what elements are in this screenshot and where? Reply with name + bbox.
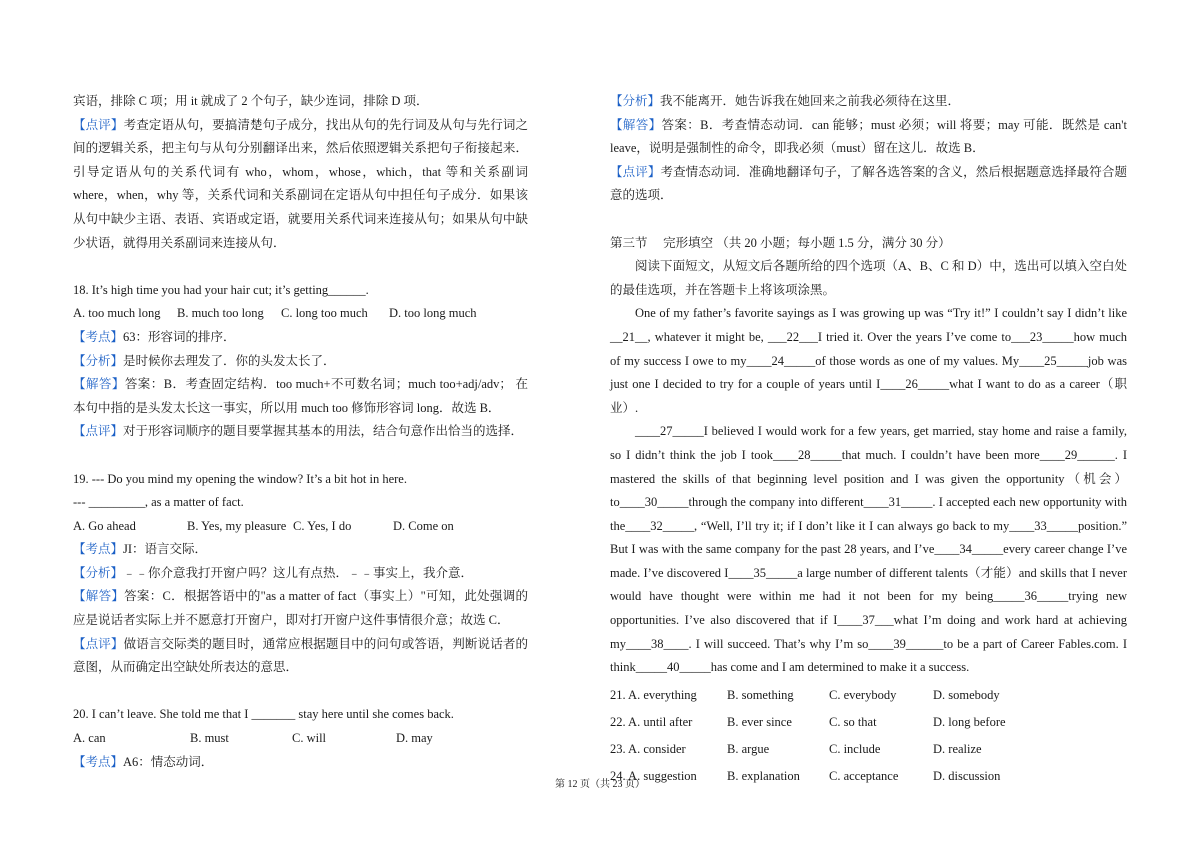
fenxi-text: ﹣﹣你介意我打开窗户吗？这儿有点热．﹣﹣事实上，我介意． bbox=[123, 565, 474, 580]
fenxi-text: 我不能离开．她告诉我在她回来之前我必须待在这里． bbox=[660, 94, 961, 108]
kaodian-tag: 【考点】 bbox=[73, 542, 124, 557]
q18-dianping bbox=[73, 420, 528, 444]
fenxi-tag: 【分析】 bbox=[73, 565, 124, 580]
choice-row-21 bbox=[610, 682, 1127, 709]
jieda-text: 答案：B．考查固定结构．too much+不可数名词；much too+adj/adv； 在本句中指的是头发太长这一事实，所以用 much too 修饰形容词 long．故选 B． bbox=[73, 377, 528, 415]
question-20-stem: 20. I can’t leave. She told me that I _______ stay here until she comes back. bbox=[73, 707, 454, 722]
kaodian-text: A6：情态动词． bbox=[123, 754, 214, 769]
option-d: D. realize bbox=[933, 741, 982, 756]
option-d: D. may bbox=[396, 731, 433, 746]
dianping-tag: 【点评】 bbox=[610, 164, 661, 179]
option-a: 21. A. everything bbox=[610, 687, 697, 702]
option-d: D. Come on bbox=[393, 518, 454, 533]
dianping-text: 做语言交际类的题目时，通常应根据题目中的问句或答语，判断说话者的意图，从而确定出空缺处所表达的意思． bbox=[73, 636, 528, 675]
q18-fenxi bbox=[73, 350, 528, 374]
kaodian-tag: 【考点】 bbox=[73, 329, 124, 344]
fenxi-tag: 【分析】 bbox=[610, 94, 661, 108]
fenxi-tag: 【分析】 bbox=[73, 353, 124, 368]
question-19-options bbox=[73, 515, 528, 539]
dianping-tag: 【点评】 bbox=[73, 424, 124, 439]
jieda-text: 答案：C．根据答语中的"as a matter of fact（事实上）"可知，此处强调的应是说话者实际上并不愿意打开窗户，即对打开窗户这件事情很介意；故选 C． bbox=[73, 589, 528, 628]
option-a: A. Go ahead bbox=[73, 518, 136, 533]
option-a: 22. A. until after bbox=[610, 714, 693, 729]
option-d: D. discussion bbox=[933, 768, 1001, 783]
option-c: C. will bbox=[292, 731, 327, 746]
q18-jieda bbox=[73, 373, 528, 420]
option-c: C. so that bbox=[829, 714, 877, 729]
option-a: A. too much long bbox=[73, 306, 161, 321]
choice-row-23 bbox=[610, 736, 1127, 763]
q19-jieda bbox=[73, 585, 528, 632]
dianping-text: 对于形容词顺序的题目要掌握其基本的用法，结合句意作出恰当的选择． bbox=[123, 424, 524, 439]
option-d: D. too long much bbox=[389, 306, 477, 321]
jieda-tag: 【解答】 bbox=[73, 377, 125, 392]
option-d: D. somebody bbox=[933, 687, 1000, 702]
question-18-stem: 18. It’s high time you had your hair cut; it’s getting______. bbox=[73, 282, 369, 297]
option-a: A. can bbox=[73, 731, 106, 746]
choice-row-22 bbox=[610, 709, 1127, 736]
q20-dianping bbox=[610, 161, 1127, 208]
q20-jieda bbox=[610, 114, 1127, 161]
option-b: B. Yes, my pleasure bbox=[187, 518, 287, 533]
comment-text: 考查定语从句，要搞清楚句子成分，找出从句的先行词及从句与先行词之间的逻辑关系，把主句与从句分别翻译出来，然后依照逻辑关系把句子衔接起来．引导定语从句的关系代词有 who，whom，whose，which，that 等和关系副词 where，when，why 等，关系代词和关系副词在定语从句中担任句子成分．如果该从句中缺少主语、表语、宾语或定语，就要用关系代词来连接从句；如果从句中缺少状语，就得用关系副词来连接从句． bbox=[73, 117, 528, 250]
comment-tag: 【点评】 bbox=[73, 117, 124, 132]
q20-fenxi bbox=[610, 90, 1127, 114]
section-instructions: 阅读下面短文，从短文后各题所给的四个选项（A、B、C 和 D）中，选出可以填入空白处的最佳选项，并在答题卡上将该项涂黑。 bbox=[610, 259, 1127, 297]
option-b: B. argue bbox=[727, 741, 770, 756]
kaodian-text: 63：形容词的排序． bbox=[123, 329, 236, 344]
dianping-tag: 【点评】 bbox=[73, 636, 124, 651]
page-number-footer: 第 12 页（共 23 页） bbox=[555, 779, 645, 790]
q18-kaodian bbox=[73, 326, 528, 350]
option-b: B. something bbox=[727, 687, 794, 702]
right-column bbox=[610, 90, 1127, 790]
option-d: D. long before bbox=[933, 714, 1006, 729]
question-19-stem: 19. --- Do you mind my opening the window? It’s a bit hot in here. bbox=[73, 471, 407, 486]
question-18-options bbox=[73, 302, 528, 326]
jieda-text: 答案：B．考查情态动词．can 能够；must 必须；will 将要；may 可能．既然是 can't leave，说明是强制性的命令，即我必须（must）留在这儿．故选 B． bbox=[610, 117, 1127, 156]
cloze-passage-paragraph-2: ____27_____I believed I would work for a few years, get married, stay home and raise a family, so I didn’t think the job I took____28_____that much. I couldn’t have been more____29______. I mastered the skills of that beginning level position and I was given the opportunity（机会）to____30_____through the company into different____31_____. I accepted each new opportunity with the____32_____, “Well, I’ll try it; if I don’t like it I can always go back to my____33_____position.” But I was with the same company for the past 28 years, and I’ve____34_____every career change I’ve made. I’ve discovered I____35_____a large number of different talents（才能）and skills that I never would have thought were within me had it not been for my being_____36_____trying new opportunities. I’ve also discovered that if I____37___what I’m doing and work hard at achieving my____38____. I will succeed. That’s why I’m so____39______to be a part of Career Fables.com. I think_____40_____has come and I am determined to make it a success. bbox=[610, 424, 1127, 675]
option-c: C. long too much bbox=[281, 306, 368, 321]
question-19-stem-reply: --- _________, as a matter of fact. bbox=[73, 495, 244, 510]
option-a: 24. A. suggestion bbox=[610, 768, 697, 783]
q20-kaodian bbox=[73, 751, 528, 775]
jieda-tag: 【解答】 bbox=[73, 589, 125, 604]
cloze-passage-paragraph-1: One of my father’s favorite sayings as I was growing up was “Try it!” I couldn’t say I didn’t like __21__, whatever it might be, ___22___I tried it. Over the years I’ve come to___23_____how much of my success I owe to my____24_____of those words as one of my values. My____25_____job was just one I decided to try for a couple of years until I____26_____what I want to do as a career（职业）. bbox=[610, 306, 1127, 415]
option-c: C. include bbox=[829, 741, 881, 756]
option-a: 23. A. consider bbox=[610, 741, 686, 756]
option-c: C. Yes, I do bbox=[293, 518, 352, 533]
q17-comment bbox=[73, 114, 528, 256]
q17-answer-tail: 宾语，排除 C 项；用 it 就成了 2 个句子，缺少连词，排除 D 项． bbox=[73, 94, 429, 108]
left-column bbox=[73, 90, 528, 774]
section-title: 第三节 完形填空 （共 20 小题；每小题 1.5 分，满分 30 分） bbox=[610, 235, 951, 250]
q19-fenxi bbox=[73, 562, 528, 586]
option-b: B. much too long bbox=[177, 306, 264, 321]
fenxi-text: 是时候你去理发了．你的头发太长了． bbox=[123, 353, 336, 368]
dianping-text: 考查情态动词．准确地翻译句子，了解各选答案的含义，然后根据题意选择最符合题意的选项． bbox=[610, 164, 1127, 203]
cloze-choices bbox=[610, 682, 1127, 790]
question-20-options bbox=[73, 727, 528, 751]
kaodian-tag: 【考点】 bbox=[73, 754, 124, 769]
option-c: C. acceptance bbox=[829, 768, 899, 783]
option-c: C. everybody bbox=[829, 687, 897, 702]
q19-kaodian bbox=[73, 538, 528, 562]
option-b: B. explanation bbox=[727, 768, 800, 783]
q19-dianping bbox=[73, 633, 528, 680]
option-b: B. must bbox=[190, 731, 229, 746]
option-b: B. ever since bbox=[727, 714, 792, 729]
jieda-tag: 【解答】 bbox=[610, 117, 662, 132]
kaodian-text: JI：语言交际． bbox=[123, 542, 208, 557]
